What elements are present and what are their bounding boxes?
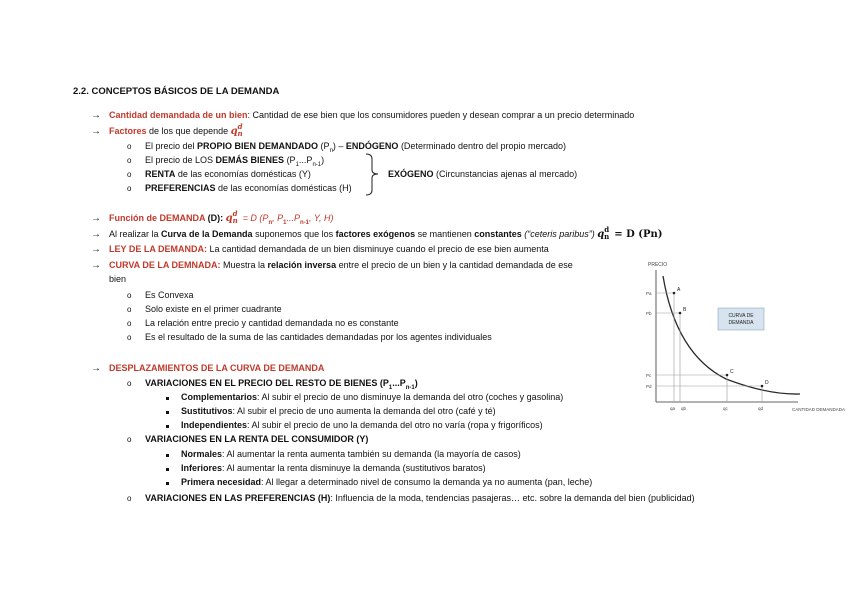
- arrow-bullet: →: [91, 229, 101, 240]
- point-label: D: [765, 380, 769, 386]
- curve-label-box: [718, 308, 764, 330]
- line-ceteris: Al realizar la Curva de la Demanda suponemos que los factores exógenos se mantienen constantes (“ceteris paribus”) $q^d_n = D$ (Pn): [109, 225, 663, 241]
- list-item: Inferiores: Al aumentar la renta disminuye la demanda (sustitutivos baratos): [181, 463, 486, 473]
- y-tick-label: Pc: [646, 373, 652, 378]
- factor-propio: El precio del PROPIO BIEN DEMANDADO $(P_n)$ – ENDÓGENO (Determinado dentro del propio mercado): [145, 141, 567, 154]
- line-curva: CURVA DE LA DEMNADA: Muestra la relación inversa entre el precio de un bien y la cantidad demandada de ese: [109, 260, 573, 270]
- point-label: A: [677, 287, 681, 293]
- list-item: Es el resultado de la suma de las cantidades demandadas por los agentes individuales: [145, 332, 492, 342]
- curve-point: [761, 385, 764, 388]
- list-item: La relación entre precio y cantidad demandada no es constante: [145, 318, 399, 328]
- line-cantidad: Cantidad demandada de un bien: Cantidad de ese bien que los consumidores pueden y desean comprar a un precio determinado: [109, 110, 635, 120]
- factor-renta: RENTA de las economías domésticas (Y): [145, 169, 311, 179]
- line-desplazamientos: DESPLAZAMIENTOS DE LA CURVA DE DEMANDA: [109, 363, 325, 373]
- variaciones-precio: VARIACIONES EN EL PRECIO DEL RESTO DE BIENES $(P_1...P_{n-1})$: [145, 378, 418, 391]
- list-item: Solo existe en el primer cuadrante: [145, 304, 282, 314]
- line-factores: Factores de los que depende $q^d_n$: [109, 122, 243, 138]
- variaciones-renta: VARIACIONES EN LA RENTA DEL CONSUMIDOR (Y): [145, 434, 369, 444]
- list-item: Complementarios: Al subir el precio de uno disminuye la demanda del otro (coches y gasolina): [181, 392, 564, 402]
- line-curva-cont: bien: [109, 274, 127, 284]
- y-tick-label: Pa: [646, 291, 652, 296]
- exogeno-label: EXÓGENO (Circunstancias ajenas al mercado): [388, 169, 578, 179]
- point-label: C: [730, 369, 734, 375]
- line-funcion: Función de DEMANDA (D): $q^d_n = D$ ($P_n$, $P_1...P_{n-1}$, Y, H): [109, 209, 334, 226]
- list-item: Normales: Al aumentar la renta aumenta también su demanda (la mayoría de casos): [181, 449, 521, 459]
- factor-preferencias: PREFERENCIAS de las economías domésticas (H): [145, 183, 352, 193]
- curve-point: [679, 312, 682, 315]
- y-tick-labels: [646, 291, 652, 389]
- y-tick-label: Pb: [646, 311, 652, 316]
- x-tick-label: qb: [681, 406, 687, 411]
- brace-icon: [364, 153, 386, 197]
- arrow-bullet: →: [91, 126, 101, 137]
- y-axis-label: PRECIO: [648, 262, 668, 268]
- curve-points: [673, 287, 769, 387]
- list-item: Es Convexa: [145, 290, 194, 300]
- demand-curve-chart: [638, 258, 846, 424]
- list-item: Independientes: Al subir el precio de uno la demanda del otro no varía (ropa y frigoríficos): [181, 420, 543, 430]
- arrow-bullet: →: [91, 110, 101, 121]
- x-tick-label: qa: [670, 406, 676, 411]
- list-item: Primera necesidad: Al llegar a determinado nivel de consumo la demanda ya no aumenta (pan, leche): [181, 477, 593, 487]
- x-axis-label: CANTIDAD DEMANDADA: [792, 407, 846, 412]
- arrow-bullet: →: [91, 363, 101, 374]
- point-label: B: [683, 307, 687, 313]
- arrow-bullet: →: [91, 244, 101, 255]
- list-item: Sustitutivos: Al subir el precio de uno aumenta la demanda del otro (café y té): [181, 406, 496, 416]
- section-heading: 2.2. CONCEPTOS BÁSICOS DE LA DEMANDA: [73, 86, 280, 97]
- curve-point: [673, 292, 676, 295]
- x-tick-label: qc: [723, 406, 728, 411]
- demand-curve: [663, 276, 800, 394]
- arrow-bullet: →: [91, 213, 101, 224]
- factor-demas: El precio de LOS DEMÁS BIENES $(P_1...P_{n-1})$: [145, 155, 325, 168]
- line-ley: LEY DE LA DEMANDA: La cantidad demandada de un bien disminuye cuando el precio de ese bien aumenta: [109, 244, 549, 254]
- x-tick-label: qd: [758, 406, 764, 411]
- variaciones-preferencias: VARIACIONES EN LAS PREFERENCIAS (H): Influencia de la moda, tendencias pasajeras… etc. sobre la demanda del bien (publicidad): [145, 493, 695, 503]
- x-tick-labels: [670, 406, 764, 411]
- arrow-bullet: →: [91, 260, 101, 271]
- chart-title: CURVA DE DEMANDA: [728, 313, 754, 326]
- curve-point: [726, 374, 729, 377]
- y-tick-label: Pd: [646, 384, 652, 389]
